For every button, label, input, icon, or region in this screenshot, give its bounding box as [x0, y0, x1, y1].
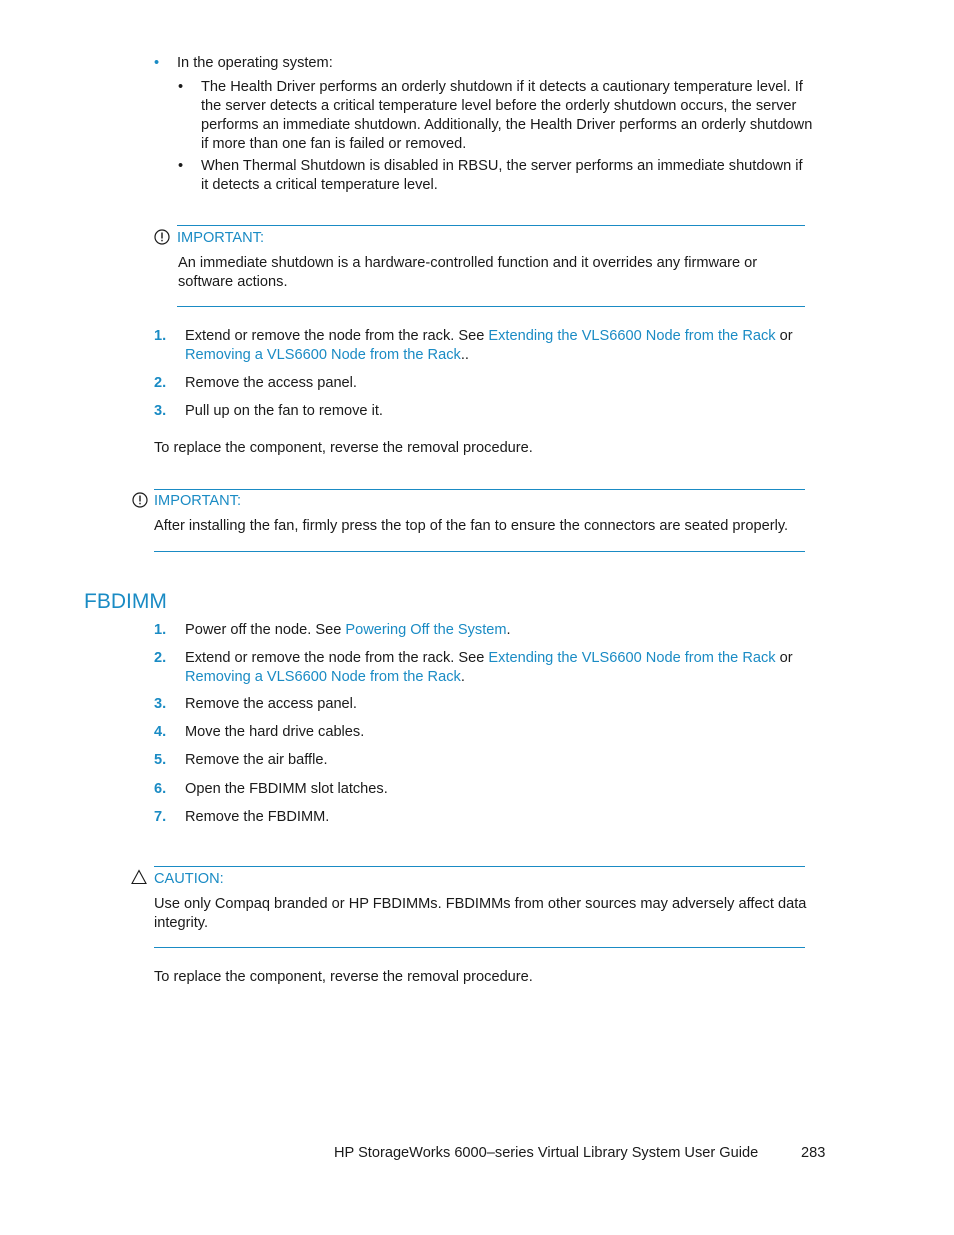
text-line: The Health Driver performs an orderly shutdown if it detects a cautionary temperature level. If — [201, 79, 803, 95]
important-body: After installing the fan, firmly press the top of the fan to ensure the connectors are seated properly. — [154, 518, 789, 534]
step-text: . — [460, 669, 465, 685]
step-number: 4. — [154, 724, 167, 740]
link-removing-node[interactable]: Removing a VLS6600 Node from the Rack — [185, 669, 461, 685]
sub-bullet-thermal-shutdown — [201, 157, 803, 195]
link-removing-node[interactable]: Removing a VLS6600 Node from the Rack — [185, 347, 461, 363]
os-intro: In the operating system: — [177, 55, 333, 71]
step-remove-fbdimm: Remove the FBDIMM. — [185, 809, 330, 825]
step-number: 6. — [154, 781, 167, 797]
step-number: 2. — [154, 375, 167, 391]
text-line: integrity. — [154, 915, 209, 931]
caution-top-rule — [154, 866, 805, 867]
step-number: 1. — [154, 328, 167, 344]
caution-body — [154, 895, 806, 933]
step-extend-remove-node — [185, 327, 793, 365]
text-line: When Thermal Shutdown is disabled in RBSU, the server performs an immediate shutdown if — [201, 158, 803, 174]
step-number: 1. — [154, 622, 167, 638]
step-extend-remove-node — [185, 649, 793, 687]
bullet-marker: • — [154, 55, 160, 71]
link-extending-node[interactable]: Extending the VLS6600 Node from the Rack — [488, 650, 776, 666]
caution-triangle-icon — [131, 869, 147, 885]
step-open-latches: Open the FBDIMM slot latches. — [185, 781, 388, 797]
text-line: the server detects a critical temperature level before the orderly shutdown occurs, the server — [201, 98, 797, 114]
text-line: Use only Compaq branded or HP FBDIMMs. FBDIMMs from other sources may adversely affect data — [154, 896, 807, 912]
step-text: or — [775, 328, 793, 344]
link-extending-node[interactable]: Extending the VLS6600 Node from the Rack — [488, 328, 776, 344]
step-number: 2. — [154, 650, 167, 666]
step-remove-access-panel: Remove the access panel. — [185, 375, 357, 391]
step-text: Extend or remove the node from the rack. See — [185, 650, 489, 666]
replace-instruction: To replace the component, reverse the removal procedure. — [154, 440, 533, 456]
caution-bottom-rule — [154, 947, 805, 948]
sub-bullet-marker: • — [178, 79, 184, 95]
step-pull-fan: Pull up on the fan to remove it. — [185, 403, 383, 419]
step-remove-access-panel: Remove the access panel. — [185, 696, 357, 712]
step-number: 5. — [154, 752, 167, 768]
step-text: . — [506, 622, 511, 638]
text-line: it detects a critical temperature level. — [201, 177, 438, 193]
important-label: IMPORTANT: — [154, 493, 242, 509]
step-remove-air-baffle: Remove the air baffle. — [185, 752, 328, 768]
replace-instruction: To replace the component, reverse the removal procedure. — [154, 969, 533, 985]
important-bottom-rule — [154, 551, 805, 552]
important-body — [178, 254, 757, 292]
step-number: 3. — [154, 696, 167, 712]
section-heading: FBDIMM — [84, 590, 167, 613]
text-line: if more than one fan is failed or removed. — [201, 136, 467, 152]
important-top-rule — [154, 489, 805, 490]
text-line: software actions. — [178, 274, 288, 290]
important-icon — [154, 229, 170, 245]
important-top-rule — [177, 225, 805, 226]
important-label: IMPORTANT: — [177, 230, 265, 246]
step-text: Extend or remove the node from the rack. See — [185, 328, 489, 344]
important-icon — [132, 492, 148, 508]
footer-guide-title: HP StorageWorks 6000–series Virtual Library System User Guide — [334, 1145, 759, 1161]
step-text: Power off the node. See — [185, 622, 346, 638]
text-line: performs an immediate shutdown. Additionally, the Health Driver performs an orderly shutdown — [201, 117, 813, 133]
sub-bullet-health-driver — [201, 78, 812, 154]
step-move-cables: Move the hard drive cables. — [185, 724, 365, 740]
step-number: 7. — [154, 809, 167, 825]
footer-page-number: 283 — [801, 1145, 826, 1161]
link-powering-off[interactable]: Powering Off the System — [345, 622, 507, 638]
step-power-off — [185, 621, 511, 640]
step-text: .. — [460, 347, 469, 363]
important-bottom-rule — [177, 306, 805, 307]
caution-label: CAUTION: — [154, 871, 224, 887]
step-number: 3. — [154, 403, 167, 419]
sub-bullet-marker: • — [178, 158, 184, 174]
step-text: or — [775, 650, 793, 666]
text-line: An immediate shutdown is a hardware-controlled function and it overrides any firmware or — [178, 255, 758, 271]
